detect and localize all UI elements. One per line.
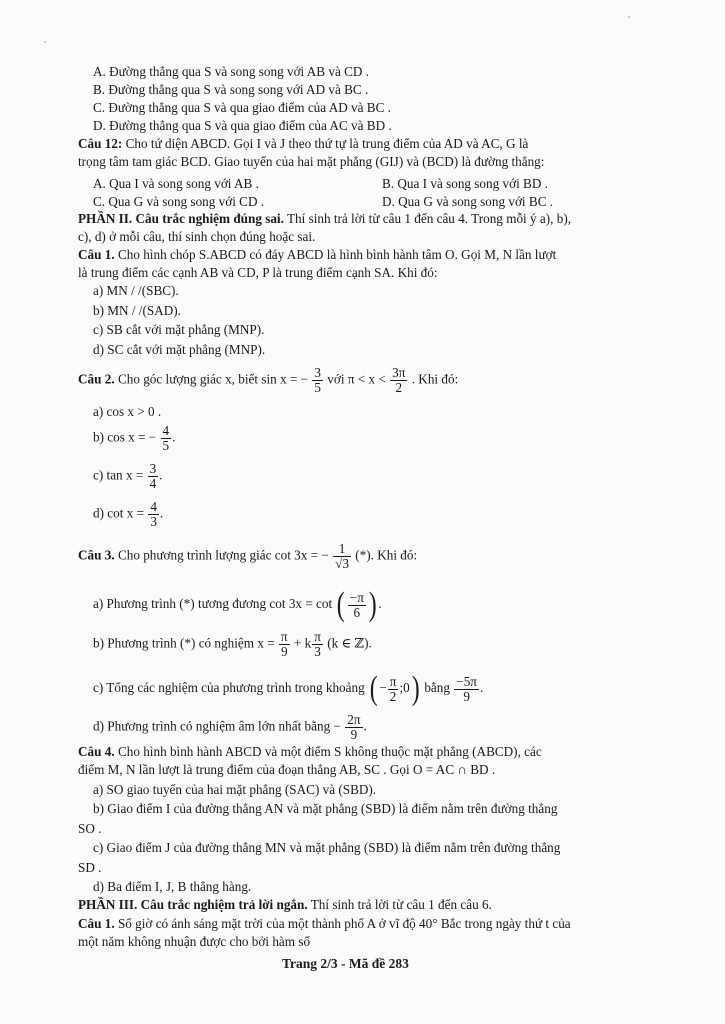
- p2q4-item-c-cont: SD .: [78, 860, 102, 875]
- q12-option-d: D. Qua G và song song với BC .: [382, 194, 554, 209]
- fraction: $\frac{3}{5}$: [314, 365, 321, 395]
- fraction: $\frac{\pi}{2}$: [389, 673, 397, 704]
- p3q1-stem-line1: Câu 1. Số giờ có ánh sáng mặt trời của một thành phố A ở vĩ độ 40° Bắc trong ngày thứ t của: [78, 916, 571, 931]
- p2q3-stem: Câu 3. Cho phương trình lượng giác cot 3x = − $\frac{1}{√3}$ (*). Khi đó:: [78, 541, 418, 571]
- p2q4-item-d: d) Ba điểm I, J, B thẳng hàng.: [93, 879, 252, 894]
- p3q1-stem-line2: một năm không nhuận được cho bởi hàm số: [78, 934, 311, 949]
- part3-heading: PHẦN III. Câu trắc nghiệm trả lời ngắn. Thí sinh trả lời từ câu 1 đến câu 6.: [78, 897, 492, 912]
- p2q2-item-c: c) tan x = $\frac{3}{4}$ .: [93, 461, 163, 491]
- p2q4-stem-line2: điểm M, N lần lượt là trung điểm của đoạn thẳng AB, SC . Gọi O = AC ∩ BD .: [78, 762, 496, 777]
- q12-stem-line1: Câu 12: Cho tứ diện ABCD. Gọi I và J theo thứ tự là trung điểm của AD và AC, G là: [78, 136, 529, 151]
- p2q2-stem: Câu 2. Cho góc lượng giác x, biết sin x = − $\frac{3}{5}$ với π < x < $\frac{3\pi}{2}$ . Khi đó:: [78, 365, 459, 395]
- fraction: $\frac{1}{√3}$: [335, 541, 349, 571]
- fraction: $\frac{-5\pi}{9}$: [456, 673, 477, 704]
- fraction: $\frac{3}{4}$: [149, 461, 157, 491]
- p2q4-item-c: c) Giao điểm J của đường thẳng MN và mặt phẳng (SBD) là điểm nằm trên đường thẳng: [93, 840, 561, 855]
- part2-heading: PHẦN II. Câu trắc nghiệm đúng sai. Thí sinh trả lời từ câu 1 đến câu 4. Trong mỗi ý a), b),: [78, 211, 572, 226]
- p2q1-item-a: a) MN / /(SBC).: [93, 283, 179, 298]
- q11-option-c: C. Đường thẳng qua S và qua giao điểm của AD và BC .: [93, 100, 391, 115]
- fraction: $\frac{4}{3}$: [150, 499, 157, 529]
- p2q1-item-c: c) SB cắt với mặt phẳng (MNP).: [93, 322, 265, 337]
- p2q3-item-b: b) Phương trình (*) có nghiệm x = $\frac{\pi}{9}$ + k $\frac{\pi}{3}$ (k ∈ ℤ).: [93, 629, 372, 659]
- fraction: $\frac{\pi}{3}$: [314, 629, 321, 659]
- p2q4-item-b: b) Giao điểm I của đường thẳng AN và mặt phẳng (SBD) là điểm nằm trên đường thẳng: [93, 801, 558, 816]
- fraction: $\frac{2\pi}{9}$: [347, 712, 361, 742]
- q11-option-b: B. Đường thẳng qua S và song song với AD và BC .: [93, 82, 369, 97]
- p2q2-item-d: d) cot x = $\frac{4}{3}$ .: [93, 499, 164, 529]
- p2q1-stem-line1: Câu 1. Cho hình chóp S.ABCD có đáy ABCD là hình bình hành tâm O. Gọi M, N lần lượt: [78, 247, 557, 262]
- page-footer: Trang 2/3 - Mã đề 283: [282, 956, 409, 971]
- q11-option-a: A. Đường thẳng qua S và song song với AB và CD .: [93, 64, 370, 79]
- p2q4-item-a: a) SO giao tuyến của hai mặt phẳng (SAC) và (SBD).: [93, 782, 377, 797]
- p2q3-item-d: d) Phương trình có nghiệm âm lớn nhất bằng − $\frac{2\pi}{9}$ .: [93, 712, 367, 742]
- scan-speck: [44, 41, 46, 43]
- q12-option-c: C. Qua G và song song với CD .: [93, 194, 265, 209]
- p2q1-item-d: d) SC cắt với mặt phẳng (MNP).: [93, 342, 266, 357]
- p2q4-stem-line1: Câu 4. Cho hình bình hành ABCD và một điểm S không thuộc mặt phẳng (ABCD), các: [78, 744, 542, 759]
- p2q1-stem-line2: là trung điểm các cạnh AB và CD, P là trung điểm cạnh SA. Khi đó:: [78, 265, 438, 280]
- part2-heading-line2: c), d) ở mỗi câu, thí sinh chọn đúng hoặc sai.: [78, 229, 316, 244]
- p2q2-item-a: a) cos x > 0 .: [93, 404, 162, 419]
- p2q2-item-b: b) cos x = − $\frac{4}{5}$ .: [93, 423, 176, 453]
- q12-option-b: B. Qua I và song song với BD .: [382, 176, 548, 191]
- q11-option-d: D. Đường thẳng qua S và qua giao điểm của AC và BD .: [93, 118, 392, 133]
- fraction: $\frac{-\pi}{6}$: [349, 589, 364, 620]
- fraction: $\frac{3\pi}{2}$: [392, 365, 406, 395]
- p2q3-item-a: a) Phương trình (*) tương đương cot 3x = cot ( $\frac{-\pi}{6}$ ) .: [93, 586, 382, 623]
- p2q4-item-b-cont: SO .: [78, 821, 102, 836]
- fraction: $\frac{4}{5}$: [162, 423, 170, 453]
- scan-speck: [628, 16, 630, 18]
- p2q3-item-c: c) Tổng các nghiệm của phương trình trong khoảng ( − $\frac{\pi}{2}$ ;0) bằng $\frac{-5\pi}{9}$ .: [93, 670, 484, 707]
- fraction: $\frac{\pi}{9}$: [280, 629, 288, 659]
- p2q1-item-b: b) MN / /(SAD).: [93, 303, 181, 318]
- q12-option-a: A. Qua I và song song với AB .: [93, 176, 259, 191]
- q12-stem-line2: trọng tâm tam giác BCD. Giao tuyến của hai mặt phẳng (GIJ) và (BCD) là đường thẳng:: [78, 154, 545, 169]
